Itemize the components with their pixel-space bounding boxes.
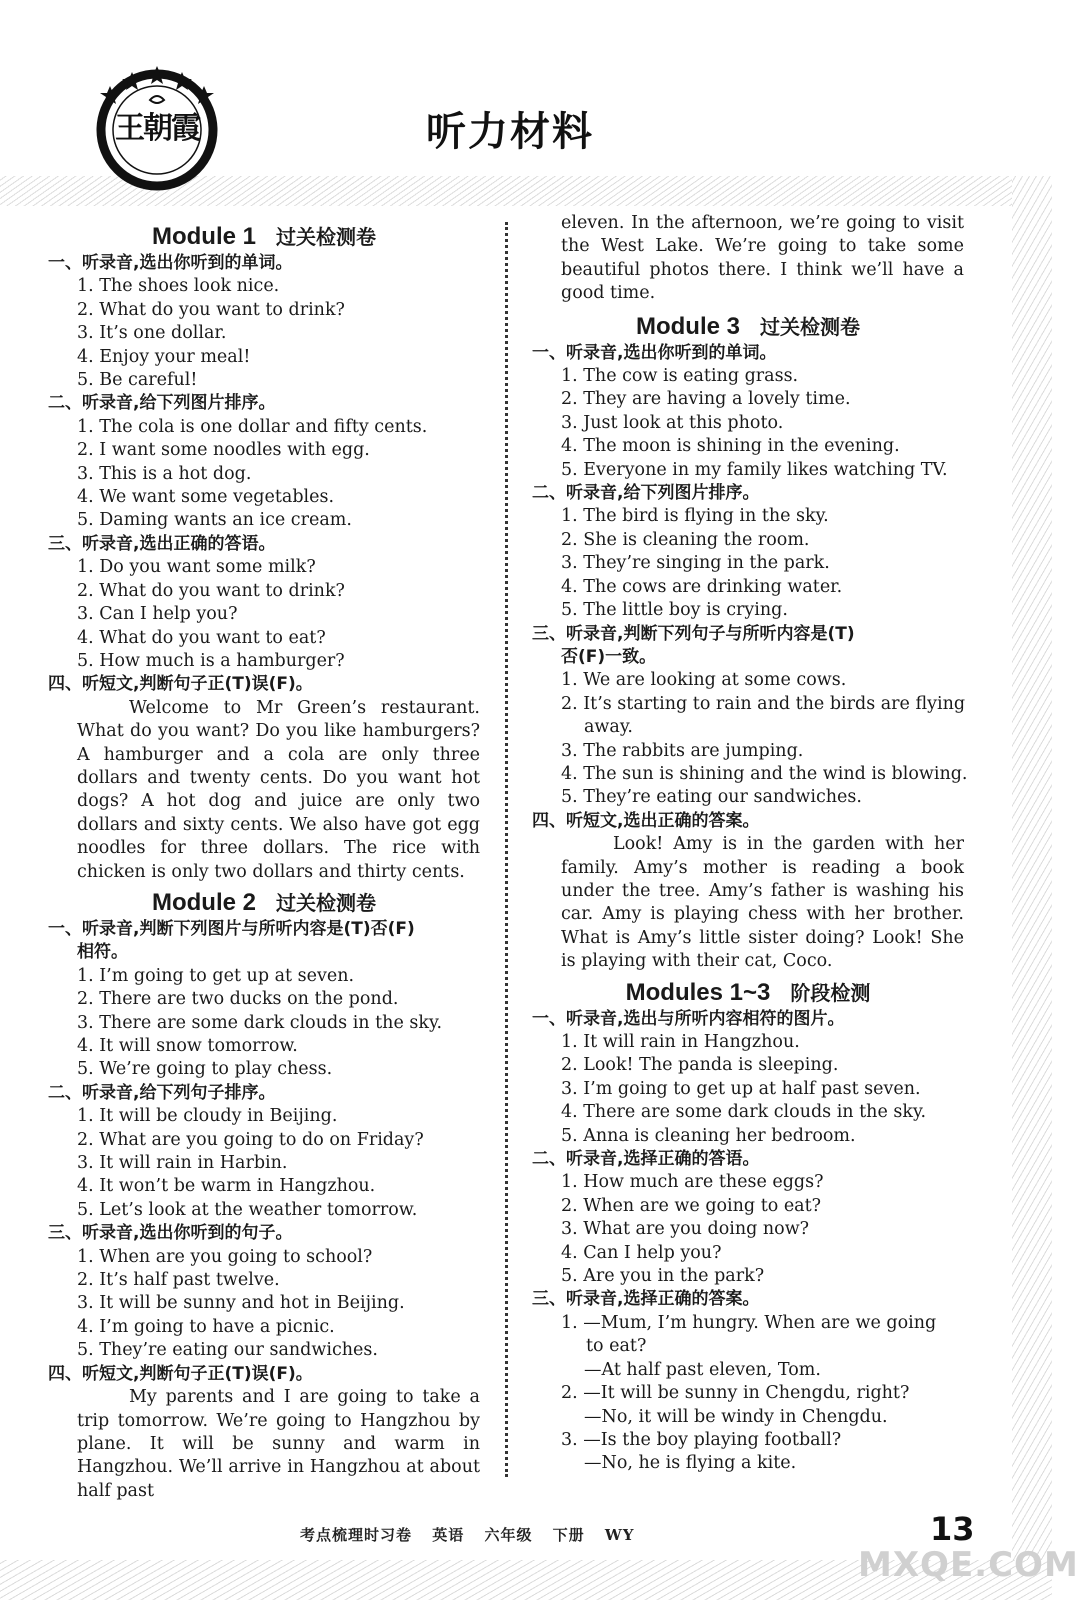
list-item: 5. How much is a hamburger? [77, 650, 345, 671]
list-item: 2. What do you want to drink? [77, 580, 345, 601]
module-1-title: Module 1 [151, 223, 256, 250]
list-item: 3. It’s one dollar. [77, 323, 227, 344]
list-item: 1. We are looking at some cows. [561, 670, 847, 691]
dialogue-line: 3. —Is the boy playing football? [561, 1429, 842, 1450]
list-item: 4. Enjoy your meal! [77, 346, 251, 367]
m3-section-3-heading: 三、听录音,判断下列句子与所听内容是(T) [532, 623, 855, 644]
list-item: 4. I’m going to have a picnic. [77, 1316, 335, 1337]
m1-passage: Welcome to Mr Green’s restaurant. What do you want? Do you like hamburgers? A hamburger and a cola are only three dollars and twenty cents. Do you want hot dogs? A hot dog and juice are only two dollars and sixty cents. We also have got egg noodles for three dollars. The rice with chicken is only two dollars and thirty cents. [77, 697, 480, 882]
m3-section-3-heading-cont: 否(F)一致。 [561, 646, 657, 667]
list-item: 5. Anna is cleaning her bedroom. [561, 1125, 856, 1146]
list-item: 3. I’m going to get up at half past seven. [561, 1078, 921, 1099]
list-item: 5. The little boy is crying. [561, 600, 788, 621]
list-item: 5. Everyone in my family likes watching TV. [561, 459, 948, 480]
m2-section-1-heading-cont: 相符。 [77, 942, 128, 963]
list-item: 3. Just look at this photo. [561, 412, 784, 433]
list-item: 4. The cows are drinking water. [561, 576, 843, 597]
dialogue-line: —No, it will be windy in Chengdu. [584, 1406, 888, 1427]
list-item: 3. There are some dark clouds in the sky. [77, 1012, 443, 1033]
list-item: 4. We want some vegetables. [77, 487, 335, 508]
page-title: 听力材料 [426, 109, 594, 155]
list-item: 2. She is cleaning the room. [561, 529, 810, 550]
list-item: 3. The rabbits are jumping. [561, 740, 804, 761]
list-item: 5. Are you in the park? [561, 1266, 765, 1287]
m1-section-3-heading: 三、听录音,选出正确的答语。 [48, 533, 276, 554]
module-2-heading [48, 888, 480, 918]
list-item: 4. It will snow tomorrow. [77, 1036, 298, 1056]
dialogue-line: —At half past eleven, Tom. [584, 1359, 821, 1380]
list-item: 5. They’re eating our sandwiches. [77, 1340, 378, 1361]
list-item: 3. Can I help you? [77, 604, 238, 625]
modules-1-3-title: Modules 1~3 [625, 978, 771, 1006]
list-item: 1. When are you going to school? [77, 1246, 373, 1267]
list-item: 2. There are two ducks on the pond. [77, 989, 399, 1010]
list-item: 1. Do you want some milk? [77, 557, 316, 578]
m3-section-4-heading: 四、听短文,选出正确的答案。 [532, 810, 760, 831]
list-item: 2. They are having a lovely time. [561, 389, 851, 410]
list-item: 2. It’s half past twelve. [77, 1270, 280, 1291]
left-column [48, 218, 480, 1503]
list-item: 1. The cola is one dollar and fifty cents. [77, 416, 428, 437]
dialogue-line: —No, he is flying a kite. [584, 1453, 797, 1474]
m13-section-1-heading: 一、听录音,选出与所听内容相符的图片。 [532, 1008, 845, 1029]
right-column [532, 213, 968, 1476]
list-item: 1. The shoes look nice. [77, 276, 280, 297]
m13-section-2-heading: 二、听录音,选择正确的答语。 [532, 1149, 760, 1170]
m2-passage-cont: eleven. In the afternoon, we’re going to visit the West Lake. We’re going to take some beautiful photos there. I think we’ll have a good time. [561, 213, 964, 304]
module-1-heading [48, 222, 480, 252]
list-item: 2. It’s starting to rain and the birds are flying [561, 693, 966, 714]
list-item: 3. It will be sunny and hot in Beijing. [77, 1293, 405, 1314]
module-2-tag: 过关检测卷 [276, 890, 376, 915]
list-item: 4. What do you want to eat? [77, 627, 326, 648]
list-item: 1. The bird is flying in the sky. [561, 506, 829, 527]
modules-1-3-tag: 阶段检测 [790, 980, 871, 1005]
list-item-cont: away. [584, 717, 633, 738]
list-item: 4. Can I help you? [561, 1242, 722, 1263]
m13-section-3-heading: 三、听录音,选择正确的答案。 [532, 1289, 760, 1310]
m1-section-2-heading: 二、听录音,给下列图片排序。 [48, 393, 276, 414]
list-item: 4. It won’t be warm in Hangzhou. [77, 1176, 376, 1197]
module-2-title: Module 2 [151, 888, 256, 916]
module-3-title: Module 3 [635, 312, 740, 340]
dialogue-line: to eat? [586, 1336, 647, 1357]
m2-section-2-heading: 二、听录音,给下列句子排序。 [48, 1082, 276, 1103]
list-item: 2. Look! The panda is sleeping. [561, 1055, 839, 1076]
page-number: 13 [930, 1510, 975, 1548]
m1-section-1-heading: 一、听录音,选出你听到的单词。 [48, 253, 293, 273]
list-item: 5. Be careful! [77, 370, 198, 391]
m3-section-2-heading: 二、听录音,给下列图片排序。 [532, 483, 760, 504]
list-item: 4. The moon is shining in the evening. [561, 436, 900, 457]
list-item: 3. What are you doing now? [561, 1219, 810, 1240]
list-item: 5. We’re going to play chess. [77, 1059, 333, 1080]
list-item: 4. There are some dark clouds in the sky. [561, 1102, 927, 1123]
m2-section-1-heading: 一、听录音,判断下列图片与所听内容是(T)否(F) [48, 918, 415, 939]
list-item: 2. What are you going to do on Friday? [77, 1129, 424, 1150]
list-item: 1. The cow is eating grass. [561, 366, 799, 387]
m1-section-4-heading: 四、听短文,判断句子正(T)误(F)。 [48, 674, 313, 695]
list-item: 5. They’re eating our sandwiches. [561, 787, 862, 808]
list-item: 4. The sun is shining and the wind is blowing. [561, 763, 968, 784]
module-3-tag: 过关检测卷 [760, 314, 860, 339]
module-1-tag: 过关检测卷 [276, 225, 376, 249]
list-item: 2. When are we going to eat? [561, 1195, 822, 1216]
list-item: 2. What do you want to drink? [77, 299, 345, 320]
m2-passage: My parents and I are going to take a trip tomorrow. We’re going to Hangzhou by plane. It will be sunny and warm in Hangzhou. We’ll arrive in Hangzhou at about half past [77, 1387, 480, 1501]
list-item: 1. How much are these eggs? [561, 1172, 824, 1193]
m2-section-3-heading: 三、听录音,选出你听到的句子。 [48, 1223, 293, 1244]
list-item: 1. I’m going to get up at seven. [77, 965, 355, 986]
m3-passage: Look! Amy is in the garden with her family. Amy’s mother is reading a book under the tree. Amy’s father is washing his car. Amy is playing chess with her brother. What is Amy’s little sister doing? Look! She is playing with their cat, Coco. [561, 834, 964, 972]
dialogue-line: 2. —It will be sunny in Chengdu, right? [561, 1383, 910, 1404]
dialogue-line: 1. —Mum, I’m hungry. When are we going [561, 1312, 937, 1333]
watermark: MXQE.COM [858, 1545, 1079, 1585]
list-item: 2. I want some noodles with egg. [77, 440, 370, 461]
list-item: 5. Let’s look at the weather tomorrow. [77, 1199, 418, 1220]
logo-text: 王朝霞 [115, 111, 199, 146]
column-divider [505, 222, 508, 1477]
m3-section-1-heading: 一、听录音,选出你听到的单词。 [532, 342, 777, 363]
list-item: 3. It will rain in Harbin. [77, 1153, 288, 1174]
list-item: 1. It will rain in Hangzhou. [561, 1032, 800, 1052]
m2-section-4-heading: 四、听短文,判断句子正(T)误(F)。 [48, 1363, 313, 1384]
list-item: 1. It will be cloudy in Beijing. [77, 1106, 338, 1127]
footer-text: 考点梳理时习卷 英语 六年级 下册 WY [300, 1526, 635, 1544]
list-item: 3. They’re singing in the park. [561, 553, 830, 574]
modules-1-3-heading [532, 978, 964, 1008]
list-item: 5. Daming wants an ice cream. [77, 510, 352, 531]
module-3-heading [532, 312, 964, 342]
decorative-border-right [1012, 176, 1052, 1600]
list-item: 3. This is a hot dog. [77, 463, 252, 484]
